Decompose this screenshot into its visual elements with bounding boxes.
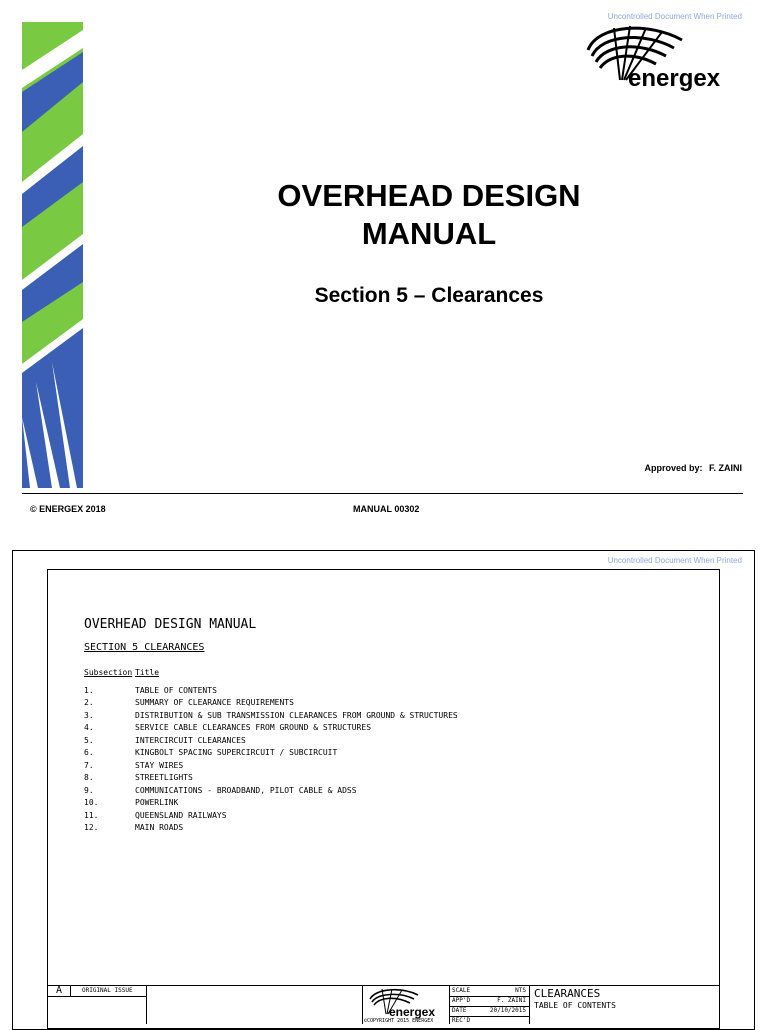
drawing-title: CLEARANCES [534,987,601,1000]
energex-logo [580,22,740,94]
drawing-section-title: SECTION 5 CLEARANCES [84,642,205,653]
title-block-copyright: ©COPYRIGHT 2015 ENERGEX [364,1018,434,1024]
document-subtitle: Section 5 – Clearances [314,284,544,307]
approved-label: APP'D [452,997,471,1004]
received-label: REC'D [452,1017,471,1024]
toc-item-number: 4. [84,723,94,732]
toc-item-number: 3. [84,711,94,720]
drawing-manual-title: OVERHEAD DESIGN MANUAL [84,617,257,632]
toc-item-title: POWERLINK [135,798,179,807]
revision-divider [146,985,147,1024]
scale-value: NTS [515,987,526,994]
toc-item-number: 1. [84,686,94,695]
logo-wordmark-small: energex [389,1005,436,1019]
approved-value: F. ZAINI [497,997,526,1004]
drawing-subtitle: TABLE OF CONTENTS [534,1001,616,1010]
footer-divider [22,493,743,494]
toc-item-title: STREETLIGHTS [135,773,193,782]
title-column-header: Title [135,668,160,677]
scale-label: SCALE [452,987,471,994]
toc-item-title: QUEENSLAND RAILWAYS [135,811,227,820]
title-block-top-border [47,985,720,986]
logo-wordmark: energex [628,65,721,92]
toc-item-number: 2. [84,698,94,707]
copyright-text: © ENERGEX 2018 [30,504,106,514]
toc-item-title: SUMMARY OF CLEARANCE REQUIREMENTS [135,698,294,707]
document-title-line-1: OVERHEAD DESIGN [277,178,581,213]
uncontrolled-document-note-2: Uncontrolled Document When Printed [607,556,742,565]
decorative-stripe-graphic [22,22,83,488]
toc-item-number: 11. [84,811,99,820]
toc-item-title: INTERCIRCUIT CLEARANCES [135,736,246,745]
toc-item-title: TABLE OF CONTENTS [135,686,217,695]
approved-by-name: F. ZAINI [709,463,742,473]
title-block-divider [362,985,363,1024]
uncontrolled-document-note: Uncontrolled Document When Printed [607,12,742,21]
revision-divider [70,985,71,997]
date-value: 20/10/2015 [489,1007,526,1014]
toc-item-number: 6. [84,748,94,757]
date-label: DATE [452,1007,467,1014]
toc-item-number: 5. [84,736,94,745]
manual-number: MANUAL 00302 [353,504,420,514]
title-block-divider [449,985,450,1024]
toc-item-number: 7. [84,761,94,770]
revision-description: ORIGINAL ISSUE [82,987,133,994]
toc-item-title: MAIN ROADS [135,823,184,832]
toc-item-title: SERVICE CABLE CLEARANCES FROM GROUND & STRUCTURES [135,723,372,732]
toc-item-number: 10. [84,798,99,807]
toc-item-title: COMMUNICATIONS - BROADBAND, PILOT CABLE & ADSS [135,786,357,795]
revision-letter: A [56,985,63,996]
toc-item-title: STAY WIRES [135,761,184,770]
energex-logo-small [366,987,446,1021]
approved-by-label: Approved by: [644,463,703,473]
subsection-column-header: Subsection [84,668,133,677]
toc-item-number: 8. [84,773,94,782]
toc-item-number: 9. [84,786,94,795]
toc-item-title: DISTRIBUTION & SUB TRANSMISSION CLEARANCES FROM GROUND & STRUCTURES [135,711,458,720]
toc-item-number: 12. [84,823,99,832]
approved-by [644,463,742,473]
title-block-divider [529,985,530,1024]
toc-item-title: KINGBOLT SPACING SUPERCIRCUIT / SUBCIRCUIT [135,748,338,757]
document-title-line-2: MANUAL [361,216,497,251]
